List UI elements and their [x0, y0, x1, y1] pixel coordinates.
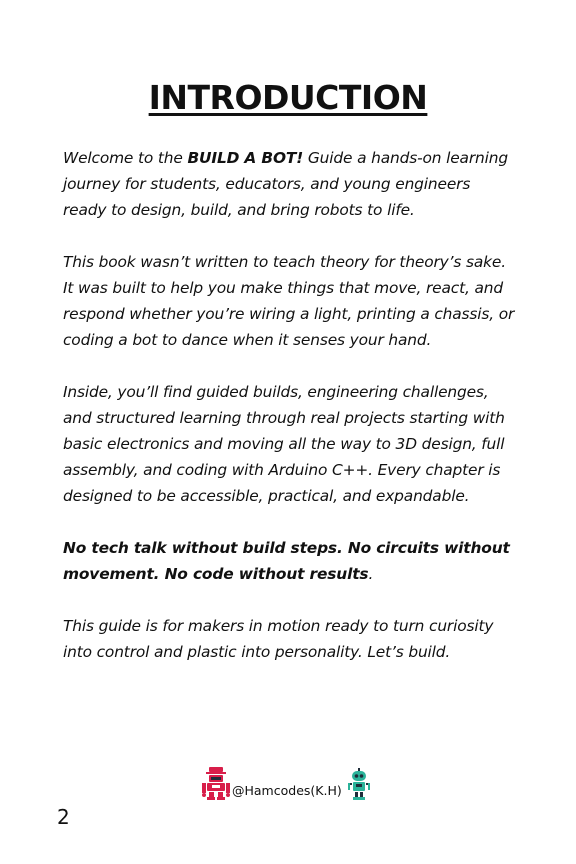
- intro-paragraph-welcome: [63, 145, 518, 223]
- book-title-emphasis: BUILD A BOT!: [187, 149, 304, 167]
- author-handle: @Hamcodes(K.H): [232, 783, 342, 798]
- motto-end: .: [368, 565, 374, 583]
- welcome-text: Welcome to the: [63, 149, 188, 167]
- intro-paragraph-purpose: This book wasn’t written to teach theory for theory’s sake. It was built to help you make things that move, react, and respond whether you’re wiring a light, printing a chassis, or coding a bot to dance when it senses your hand.: [63, 253, 515, 349]
- intro-paragraph-contents: Inside, you’ll find guided builds, engineering challenges, and structured learning through real projects starting with basic electronics and moving all the way to 3D design, full assembly, and coding with Arduino C++. Every chapter is designed to be accessible, practical, and expandable.: [63, 383, 505, 505]
- page-number: 2: [57, 805, 70, 829]
- footer: [0, 766, 576, 802]
- red-robot-icon: [201, 766, 231, 800]
- page-title: INTRODUCTION: [148, 78, 428, 117]
- green-robot-icon: [347, 768, 371, 800]
- intro-paragraph-motto: [63, 535, 518, 587]
- welcome-text-cont: Guide a hands-on learning journey for students, educators, and young engineers ready to design, build, and bring robots to life.: [63, 149, 508, 219]
- intro-paragraph-closing: This guide is for makers in motion ready to turn curiosity into control and plastic into personality. Let’s build.: [63, 617, 494, 661]
- motto-text: No tech talk without build steps. No circuits without movement. No code without results: [63, 539, 510, 583]
- body-text: [63, 145, 518, 691]
